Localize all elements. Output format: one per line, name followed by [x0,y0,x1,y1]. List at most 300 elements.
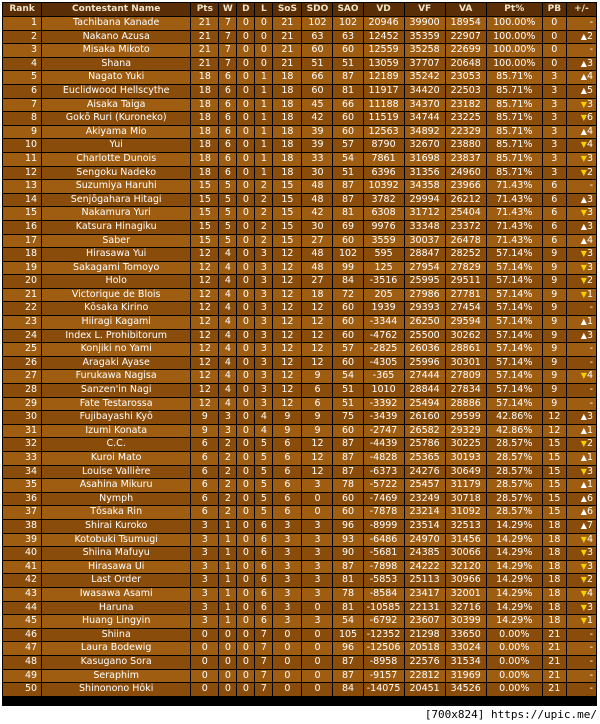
cell-l: 6 [255,520,272,533]
cell-w: 6 [219,112,236,125]
cell-l: 3 [255,262,272,275]
cell-pb: 0 [543,31,566,44]
cell-pts: 12 [191,262,218,275]
table-row [3,275,596,288]
cell-va: 30225 [446,438,486,451]
cell-pts: 3 [191,574,218,587]
cell-va: 29511 [446,275,486,288]
rank-change-value: 2 [586,166,593,178]
cell-pb: 9 [543,330,566,343]
cell-sos: 12 [273,357,301,370]
table-row [3,71,596,84]
cell-rank: 25 [3,343,41,356]
table-row [3,574,596,587]
cell-rank: 34 [3,466,41,479]
cell-vf: 30037 [405,235,445,248]
cell-vd: -2825 [364,343,404,356]
table-row [3,289,596,302]
cell-pb: 9 [543,302,566,315]
cell-w: 1 [219,534,236,547]
cell-sdo: 0 [302,493,332,506]
cell-pb: 9 [543,370,566,383]
rank-change-value: 4 [586,125,593,137]
rank-change-value: 3 [586,601,593,613]
table-row [3,656,596,669]
rank-change-value: 2 [586,438,593,450]
cell-va: 31534 [446,656,486,669]
arrow-down-icon: ▼ [580,371,587,381]
cell-sao: 51 [333,167,362,180]
rank-change [567,139,596,152]
cell-pct: 57.14% [487,302,542,315]
arrow-down-icon: ▼ [580,276,587,286]
table-row [3,85,596,98]
rank-change [567,71,596,84]
cell-w: 4 [219,275,236,288]
rank-change [567,479,596,492]
cell-pct: 0.00% [487,629,542,642]
footer-bar [0,706,600,724]
rank-change-value: 6 [586,492,593,504]
contestant-name: Shana [42,58,190,71]
cell-rank: 21 [3,289,41,302]
table-row [3,44,596,57]
cell-d: 0 [237,384,254,397]
contestant-name: Fujibayashi Kyō [42,411,190,424]
cell-pb: 18 [543,547,566,560]
cell-d: 0 [237,506,254,519]
cell-va: 22329 [446,126,486,139]
table-row [3,167,596,180]
rank-change [567,58,596,71]
cell-w: 2 [219,452,236,465]
cell-vd: -8958 [364,656,404,669]
cell-pb: 15 [543,466,566,479]
arrow-down-icon: ▼ [580,575,587,585]
cell-w: 0 [219,683,236,696]
cell-sao: 69 [333,221,362,234]
cell-pct: 57.14% [487,330,542,343]
cell-sdo: 33 [302,153,332,166]
cell-pts: 21 [191,44,218,57]
cell-pb: 9 [543,384,566,397]
cell-pb: 3 [543,167,566,180]
rank-change [567,194,596,207]
contestant-name: Hiiragi Kagami [42,316,190,329]
cell-l: 1 [255,112,272,125]
rank-change [567,126,596,139]
contestant-name: Huang Lingyin [42,615,190,628]
cell-pb: 18 [543,561,566,574]
contestant-name: Akiyama Mio [42,126,190,139]
cell-sao: 87 [333,561,362,574]
cell-w: 7 [219,31,236,44]
cell-vf: 24222 [405,561,445,574]
contestant-name: Laura Bodewig [42,642,190,655]
cell-w: 1 [219,588,236,601]
cell-l: 6 [255,615,272,628]
cell-pts: 0 [191,642,218,655]
cell-pts: 6 [191,479,218,492]
cell-d: 0 [237,316,254,329]
cell-sao: 57 [333,139,362,152]
cell-vf: 25996 [405,357,445,370]
cell-sos: 3 [273,534,301,547]
cell-sdo: 0 [302,670,332,683]
cell-sos: 15 [273,194,301,207]
contestant-name: Saber [42,235,190,248]
table-row [3,126,596,139]
table-row [3,370,596,383]
cell-vf: 29994 [405,194,445,207]
cell-l: 3 [255,248,272,261]
rank-change [567,262,596,275]
cell-sos: 15 [273,180,301,193]
cell-pb: 9 [543,357,566,370]
cell-w: 0 [219,670,236,683]
cell-sos: 12 [273,330,301,343]
cell-vd: 12559 [364,44,404,57]
cell-vf: 22576 [405,656,445,669]
column-header-name: Contestant Name [42,3,190,16]
table-row [3,180,596,193]
cell-w: 4 [219,248,236,261]
rank-change [567,656,596,669]
cell-l: 0 [255,17,272,30]
rank-change [567,506,596,519]
cell-va: 20648 [446,58,486,71]
cell-pts: 12 [191,316,218,329]
rank-change [567,493,596,506]
cell-sos: 3 [273,561,301,574]
contestant-name: Kuroi Mato [42,452,190,465]
rank-change-value: 1 [586,615,593,627]
arrow-down-icon: ▼ [580,167,587,177]
cell-w: 4 [219,384,236,397]
cell-pts: 12 [191,289,218,302]
cell-sao: 60 [333,357,362,370]
cell-sdo: 12 [302,343,332,356]
table-row [3,479,596,492]
cell-sdo: 30 [302,221,332,234]
cell-sao: 54 [333,370,362,383]
arrow-up-icon: ▲ [580,493,587,503]
cell-rank: 5 [3,71,41,84]
column-header-sdo: SDO [302,3,332,16]
cell-va: 31969 [446,670,486,683]
cell-w: 6 [219,71,236,84]
table-row [3,99,596,112]
image-host-label[interactable]: [700x824] https://upic.me/ [424,708,597,721]
cell-sos: 3 [273,615,301,628]
arrow-up-icon: ▲ [580,235,587,245]
cell-sao: 60 [333,126,362,139]
cell-sdo: 9 [302,425,332,438]
cell-va: 29329 [446,425,486,438]
cell-rank: 1 [3,17,41,30]
cell-pb: 21 [543,670,566,683]
cell-pct: 14.29% [487,588,542,601]
cell-l: 6 [255,534,272,547]
cell-va: 27781 [446,289,486,302]
cell-rank: 28 [3,384,41,397]
cell-l: 3 [255,289,272,302]
cell-pts: 12 [191,357,218,370]
cell-pts: 0 [191,683,218,696]
cell-pts: 6 [191,493,218,506]
cell-vf: 23249 [405,493,445,506]
cell-rank: 3 [3,44,41,57]
cell-w: 4 [219,262,236,275]
cell-pct: 0.00% [487,642,542,655]
cell-pts: 3 [191,615,218,628]
cell-pts: 3 [191,547,218,560]
cell-pb: 21 [543,656,566,669]
cell-sdo: 9 [302,370,332,383]
cell-vf: 35242 [405,71,445,84]
cell-vd: -3439 [364,411,404,424]
rank-change [567,17,596,30]
cell-pct: 42.86% [487,411,542,424]
cell-va: 30262 [446,330,486,343]
rank-change [567,357,596,370]
rank-change [567,99,596,112]
cell-rank: 49 [3,670,41,683]
cell-pct: 85.71% [487,71,542,84]
table-row [3,153,596,166]
cell-pts: 15 [191,235,218,248]
cell-w: 3 [219,411,236,424]
cell-pts: 12 [191,248,218,261]
cell-va: 32513 [446,520,486,533]
cell-vf: 27986 [405,289,445,302]
rank-change-value: 2 [586,275,593,287]
cell-pts: 12 [191,398,218,411]
cell-vd: 12189 [364,71,404,84]
cell-sao: 87 [333,452,362,465]
cell-pct: 100.00% [487,58,542,71]
cell-sdo: 102 [302,17,332,30]
cell-pb: 21 [543,642,566,655]
rank-change [567,574,596,587]
rank-change-value: 3 [586,207,593,219]
cell-pct: 71.43% [487,180,542,193]
table-row [3,629,596,642]
cell-rank: 24 [3,330,41,343]
cell-d: 0 [237,642,254,655]
cell-vd: -7469 [364,493,404,506]
table-row [3,357,596,370]
cell-vd: -5722 [364,479,404,492]
rank-change [567,112,596,125]
cell-sdo: 60 [302,85,332,98]
cell-l: 3 [255,384,272,397]
cell-d: 0 [237,302,254,315]
arrow-up-icon: ▲ [580,126,587,136]
rank-change [567,207,596,220]
cell-pct: 57.14% [487,343,542,356]
cell-pts: 9 [191,411,218,424]
cell-sos: 18 [273,139,301,152]
column-header-sos: SoS [273,3,301,16]
cell-sao: 90 [333,547,362,560]
cell-sdo: 39 [302,126,332,139]
cell-pb: 12 [543,425,566,438]
arrow-up-icon: ▲ [580,453,587,462]
cell-pct: 14.29% [487,561,542,574]
cell-sao: 51 [333,398,362,411]
cell-sos: 18 [273,126,301,139]
cell-pct: 71.43% [487,207,542,220]
cell-vd: 12452 [364,31,404,44]
contestant-name: Kasugano Sora [42,656,190,669]
cell-sao: 87 [333,194,362,207]
cell-pct: 100.00% [487,17,542,30]
contestant-name: C.C. [42,438,190,451]
cell-sdo: 12 [302,330,332,343]
cell-d: 0 [237,370,254,383]
arrow-down-icon: ▼ [580,249,587,259]
cell-rank: 9 [3,126,41,139]
rank-change-value: - [589,397,593,409]
cell-va: 24960 [446,167,486,180]
table-row [3,221,596,234]
cell-d: 0 [237,139,254,152]
cell-sao: 63 [333,31,362,44]
cell-pct: 14.29% [487,615,542,628]
rank-change [567,85,596,98]
arrow-up-icon: ▲ [580,480,587,490]
table-row [3,262,596,275]
cell-w: 2 [219,479,236,492]
cell-w: 3 [219,425,236,438]
cell-d: 0 [237,683,254,696]
cell-sao: 60 [333,506,362,519]
column-header-pts: Pts [191,3,218,16]
cell-d: 0 [237,629,254,642]
cell-pct: 42.86% [487,425,542,438]
cell-sao: 66 [333,99,362,112]
cell-pct: 71.43% [487,235,542,248]
cell-w: 6 [219,139,236,152]
cell-vd: 10392 [364,180,404,193]
arrow-up-icon: ▲ [580,58,587,68]
cell-w: 4 [219,289,236,302]
cell-pb: 21 [543,629,566,642]
cell-rank: 32 [3,438,41,451]
cell-vd: -9157 [364,670,404,683]
cell-sdo: 3 [302,547,332,560]
cell-l: 5 [255,493,272,506]
cell-vd: -4439 [364,438,404,451]
arrow-up-icon: ▲ [580,194,587,204]
arrow-up-icon: ▲ [580,72,587,82]
cell-vd: -3516 [364,275,404,288]
cell-pct: 57.14% [487,275,542,288]
cell-va: 23225 [446,112,486,125]
cell-w: 2 [219,493,236,506]
cell-l: 0 [255,31,272,44]
cell-sos: 12 [273,248,301,261]
rank-change [567,180,596,193]
cell-pct: 57.14% [487,289,542,302]
cell-vf: 35258 [405,44,445,57]
rank-change-value: 5 [586,84,593,96]
cell-va: 23880 [446,139,486,152]
arrow-up-icon: ▲ [580,330,587,340]
cell-w: 4 [219,302,236,315]
contestant-name: Yui [42,139,190,152]
cell-pct: 85.71% [487,139,542,152]
cell-w: 1 [219,615,236,628]
cell-rank: 19 [3,262,41,275]
standings-table [2,2,597,697]
contestant-name: Kōsaka Kirino [42,302,190,315]
cell-vd: 595 [364,248,404,261]
cell-l: 5 [255,466,272,479]
cell-w: 6 [219,85,236,98]
cell-vf: 37707 [405,58,445,71]
cell-w: 7 [219,17,236,30]
cell-va: 28861 [446,343,486,356]
rank-change [567,153,596,166]
cell-w: 6 [219,153,236,166]
cell-va: 22907 [446,31,486,44]
contestant-name: Tōsaka Rin [42,506,190,519]
cell-pb: 3 [543,139,566,152]
cell-sdo: 63 [302,31,332,44]
rank-change [567,384,596,397]
cell-va: 29599 [446,411,486,424]
cell-pb: 9 [543,316,566,329]
cell-vf: 24276 [405,466,445,479]
table-row [3,207,596,220]
cell-pts: 0 [191,656,218,669]
cell-pct: 57.14% [487,316,542,329]
cell-sao: 60 [333,302,362,315]
cell-l: 2 [255,207,272,220]
cell-sao: 87 [333,656,362,669]
cell-rank: 7 [3,99,41,112]
cell-l: 3 [255,302,272,315]
cell-pts: 12 [191,343,218,356]
arrow-up-icon: ▲ [580,317,587,327]
cell-sos: 9 [273,411,301,424]
table-row [3,330,596,343]
cell-va: 29594 [446,316,486,329]
cell-sao: 81 [333,602,362,615]
arrow-up-icon: ▲ [580,425,587,435]
cell-pts: 15 [191,207,218,220]
rank-change-value: 1 [586,288,593,300]
column-header-d: D [237,3,254,16]
cell-pct: 85.71% [487,112,542,125]
cell-va: 33650 [446,629,486,642]
cell-d: 0 [237,126,254,139]
cell-vd: 11188 [364,99,404,112]
cell-pb: 18 [543,574,566,587]
contestant-name: Fate Testarossa [42,398,190,411]
table-row [3,642,596,655]
rank-change [567,343,596,356]
cell-l: 2 [255,180,272,193]
column-header-va: VA [446,3,486,16]
contestant-name: Nagato Yuki [42,71,190,84]
cell-vd: -10585 [364,602,404,615]
arrow-down-icon: ▼ [580,616,587,626]
cell-sdo: 0 [302,629,332,642]
cell-sos: 18 [273,99,301,112]
